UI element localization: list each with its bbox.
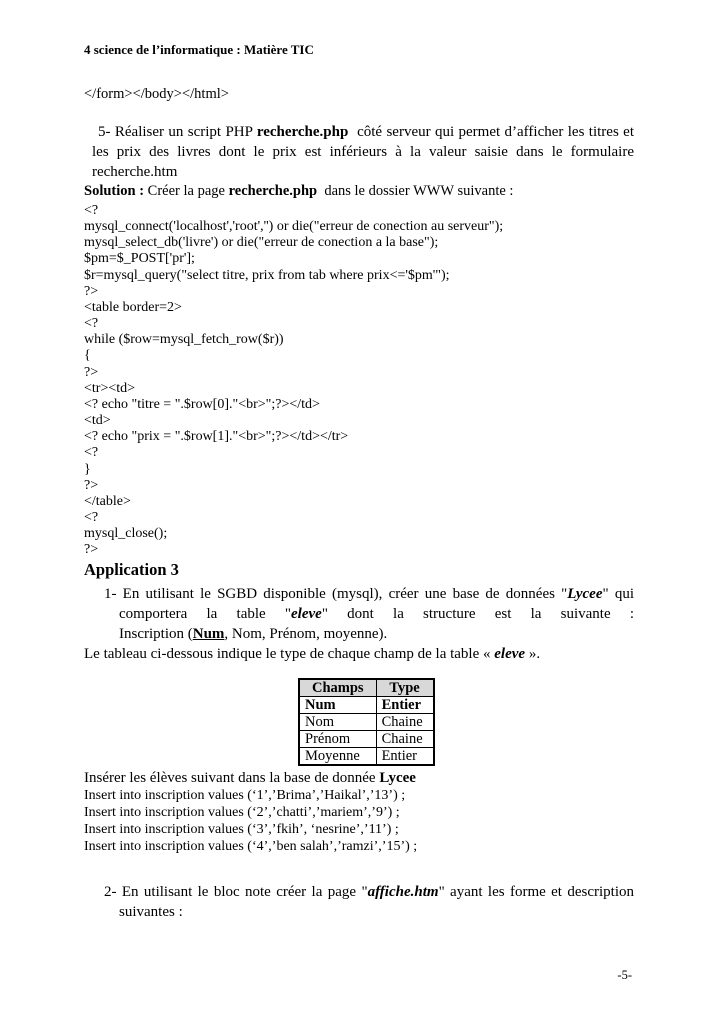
table-cell: Entier (376, 697, 434, 714)
table-cell: Nom (299, 714, 376, 731)
column-header: Champs (299, 679, 376, 697)
table-row (299, 714, 434, 731)
code-line: <? (84, 509, 99, 525)
text-segment: Solution : (84, 183, 145, 199)
text-segment: Créer la page (144, 183, 229, 199)
table-cell: Moyenne (299, 748, 376, 766)
code-line: mysql_select_db('livre') or die("erreur de conection a la base"); (84, 235, 439, 251)
table-cell: Chaine (376, 731, 434, 748)
code-line: <? echo "prix = ".$row[1]."<br>";?></td></tr> (84, 429, 349, 445)
code-line: <tr><td> (84, 380, 136, 396)
text-segment: " dont la structure est la suivante : (321, 606, 634, 623)
code-line: Insert into inscription values (‘2’,’chatti’,’mariem’,’9’) ; (84, 805, 400, 821)
text-segment: affiche.htm (367, 883, 439, 900)
course-header: 4 science de l’informatique : Matière TIC (84, 42, 314, 57)
text-segment: , Nom, Prénom, moyenne). (224, 626, 388, 643)
text-segment: 1- En utilisant le SGBD disponible (mysql), créer une base de données " (104, 586, 568, 603)
table-intro (84, 644, 634, 664)
code-line: </table> (84, 493, 131, 509)
table-header-row (299, 679, 434, 697)
php-code-block (84, 203, 634, 558)
insert-intro (84, 768, 634, 788)
text-segment: " ayant les forme et description suivantes : (119, 883, 634, 920)
task-2 (84, 882, 634, 922)
code-line: ?> (84, 542, 99, 558)
text-segment: Lycee (379, 770, 416, 787)
text-segment: Le tableau ci-dessous indique le type de chaque champ de la table « (84, 646, 495, 663)
code-line: Insert into inscription values (‘4’,’ben salah’,’ramzi’,’15’) ; (84, 838, 418, 854)
code-line: $r=mysql_query("select titre, prix from tab where prix<='$pm'"); (84, 267, 450, 283)
solution-line (84, 183, 634, 200)
text-segment: 2- En utilisant le bloc note créer la page " (104, 883, 368, 900)
html-closing-tags: </form></body></html> (84, 86, 229, 102)
code-line: Insert into inscription values (‘3’,’fkih’, ‘nesrine’,’11’) ; (84, 822, 399, 838)
code-line: while ($row=mysql_fetch_row($r)) (84, 332, 284, 348)
text-segment: Lycee (567, 586, 603, 603)
table-row (299, 697, 434, 714)
text-segment: ». (525, 646, 541, 663)
code-line: mysql_connect('localhost','root','') or die("erreur de conection au serveur"); (84, 219, 504, 235)
code-line: } (84, 461, 91, 477)
code-line: mysql_close(); (84, 526, 168, 542)
code-line: <? (84, 316, 99, 332)
table-cell: Prénom (299, 731, 376, 748)
text-segment: dans le dossier WWW suivante : (317, 183, 514, 199)
code-line: { (84, 348, 91, 364)
sql-insert-statements (84, 788, 634, 855)
code-line: <? (84, 203, 99, 218)
task-1-structure (84, 624, 634, 644)
text-segment: recherche.php (256, 124, 349, 140)
text-segment: eleve (291, 606, 322, 623)
code-line: <td> (84, 413, 111, 429)
code-line: $pm=$_POST['pr']; (84, 251, 195, 267)
table-row (299, 731, 434, 748)
code-line: ?> (84, 283, 99, 299)
code-line: ?> (84, 477, 99, 493)
task-5 (92, 122, 634, 182)
code-line: <table border=2> (84, 299, 182, 315)
code-line: <? (84, 445, 99, 461)
table-cell: Entier (376, 748, 434, 766)
task-1 (84, 584, 634, 624)
column-header: Type (376, 679, 434, 697)
code-line: Insert into inscription values (‘1’,’Brima’,’Haikal’,’13’) ; (84, 788, 406, 804)
field-type-table (298, 678, 435, 766)
text-segment: recherche.php (228, 183, 318, 199)
code-line: ?> (84, 364, 99, 380)
text-segment: eleve (494, 646, 526, 663)
text-segment: Num (192, 626, 225, 643)
text-segment: " qui comportera la table " (119, 586, 634, 623)
text-segment: Insérer les élèves suivant dans la base de donnée (84, 770, 380, 787)
table-cell: Num (299, 697, 376, 714)
application-3-title: Application 3 (84, 560, 179, 580)
text-segment: 5- Réaliser un script PHP (98, 124, 257, 140)
table-row (299, 748, 434, 766)
page-number: -5- (617, 968, 632, 982)
code-line: <? echo "titre = ".$row[0]."<br>";?></td> (84, 396, 320, 412)
text-segment: Inscription ( (119, 626, 193, 643)
table-cell: Chaine (376, 714, 434, 731)
text-segment: côté serveur qui permet d’afficher les titres et les prix des livres dont le prix est inférieurs à la valeur saisie dans le formulaire recherche.htm (92, 124, 634, 180)
